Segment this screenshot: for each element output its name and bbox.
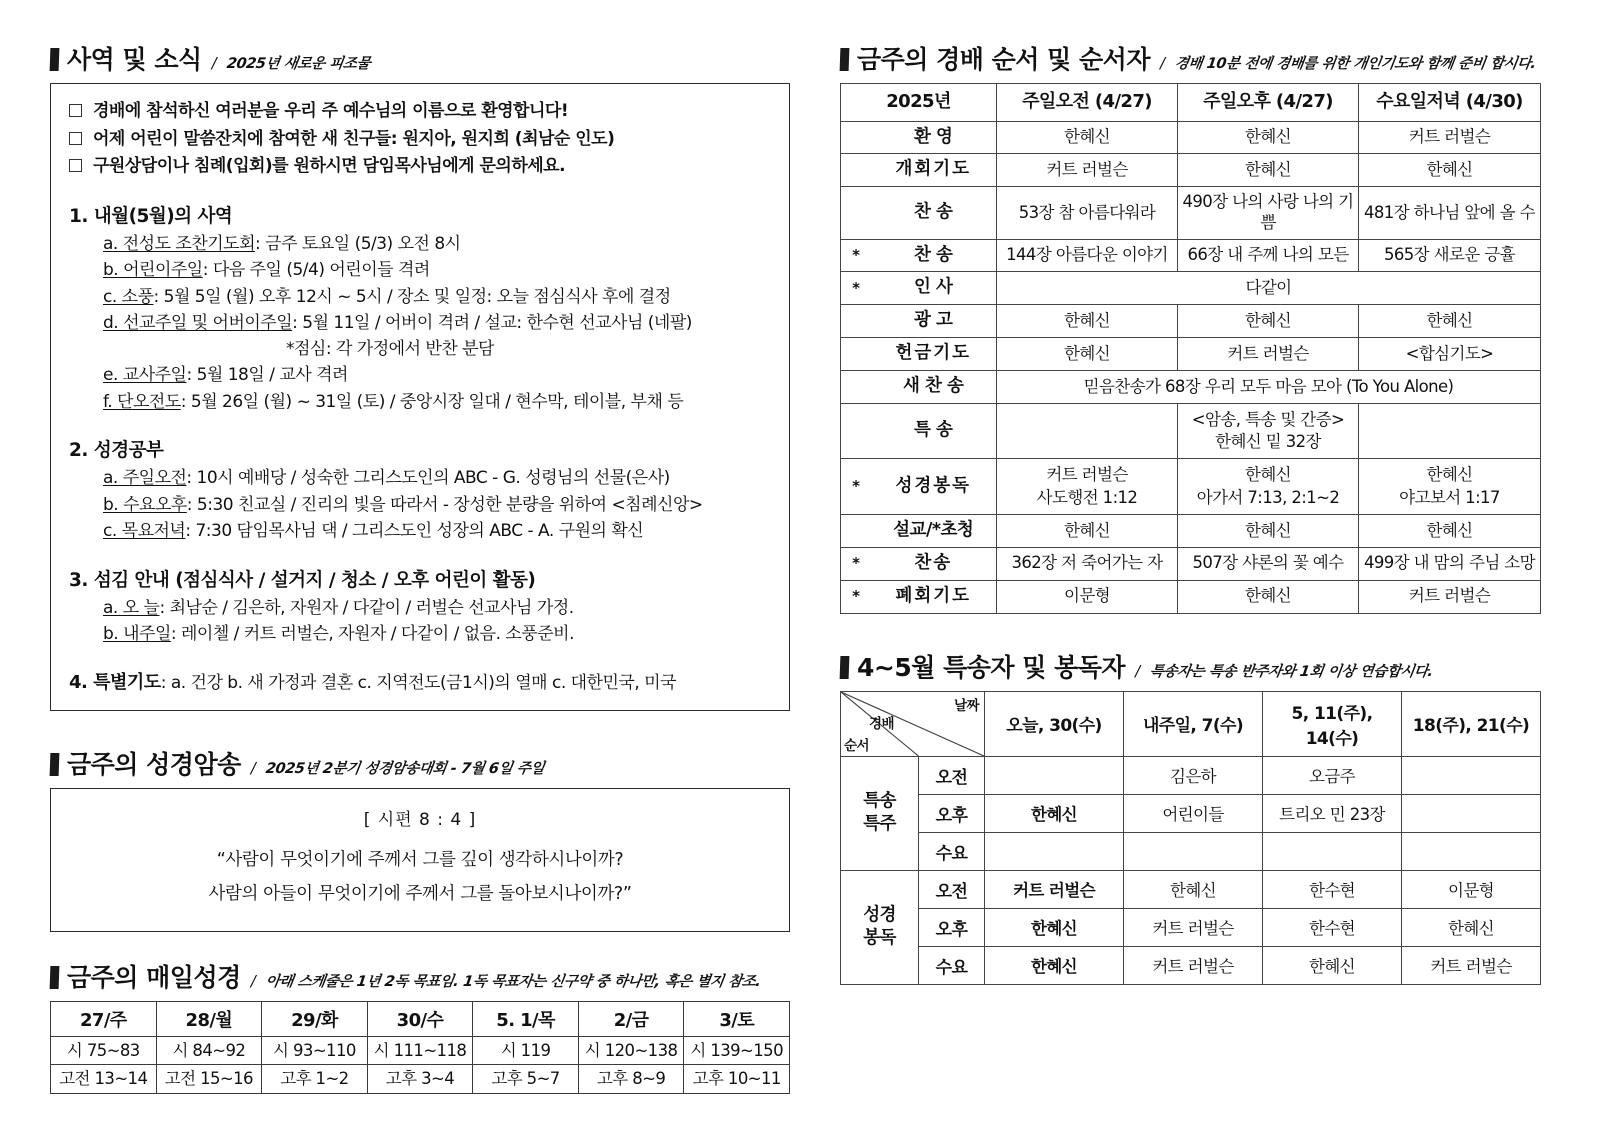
table-cell: 565장 새로운 긍휼 [1359, 239, 1541, 272]
table-header-row [841, 691, 1541, 756]
row-label: 헌금기도 [871, 338, 997, 371]
slash-divider: / [1135, 661, 1141, 680]
table-cell: 490장 나의 사랑 나의 기쁨 [1178, 187, 1359, 239]
checklist-item [69, 153, 771, 181]
table-cell: 한혜신 [1178, 154, 1359, 187]
table-cell: 고후 3~4 [367, 1065, 473, 1093]
table-cell: 고후 5~7 [473, 1065, 579, 1093]
table-cell [1402, 756, 1541, 794]
table-cell: 한혜신 [1359, 305, 1541, 338]
table-row [51, 1065, 790, 1093]
list-item [103, 465, 771, 492]
row-label: 성경봉독 [871, 459, 997, 515]
item-label: a. 오 늘 [103, 597, 160, 618]
item-label: e. 교사주일 [103, 365, 187, 386]
table-cell: 시 75~83 [51, 1037, 157, 1065]
table-cell: 66장 내 주께 나의 모든 [1178, 239, 1359, 272]
left-column [50, 40, 790, 1094]
daily-bible-title: 금주의 매일성경 [67, 963, 241, 993]
worship-order-subtitle: 경배 10분 전에 경배를 위한 개인기도와 함께 준비 합시다. [1173, 56, 1537, 72]
memory-verse-subtitle: 2025년 2분기 성경암송대회 - 7월 6일 주일 [264, 760, 545, 777]
table-cell: 어린이들 [1124, 794, 1263, 832]
item-text: : 5월 5일 (월) 오후 12시 ~ 5시 / 장소 및 일정: 오늘 점심식사 후에 결정 [153, 286, 671, 307]
item-text: : 5:30 친교실 / 진리의 빛을 따라서 - 장성한 분량을 위하여 <침례신앙> [186, 494, 703, 515]
section-4 [69, 668, 771, 694]
table-cell [985, 832, 1124, 870]
service-time-label: 수요 [919, 946, 985, 984]
column-header: 3/토 [684, 1002, 790, 1037]
table-cell: 고전 13~14 [51, 1065, 157, 1093]
table-cell: 한혜신 [1178, 580, 1359, 613]
section-bar-icon [840, 48, 850, 71]
row-label: 인 사 [871, 272, 997, 305]
section-bar-icon [50, 966, 60, 989]
table-row [51, 1037, 790, 1065]
memory-verse-box [50, 788, 790, 932]
asterisk-marker: * [841, 239, 871, 272]
row-label: 찬 송 [871, 187, 997, 239]
table-cell: 한혜신 [985, 908, 1124, 946]
service-time-label: 오전 [919, 756, 985, 794]
asterisk-marker: * [841, 580, 871, 613]
table-cell: 커트 러벌슨 [1124, 908, 1263, 946]
table-row [841, 305, 1541, 338]
table-cell: 커트 러벌슨 [1359, 121, 1541, 154]
column-header: 5, 11(주), 14(수) [1263, 691, 1402, 756]
service-time-label: 오후 [919, 794, 985, 832]
item-text: : 금주 토요일 (5/3) 오전 8시 [255, 233, 461, 254]
table-cell: 커트 러벌슨 [1359, 580, 1541, 613]
table-row [841, 187, 1541, 239]
checkbox-icon[interactable] [69, 159, 82, 172]
group-label: 특송 특주 [841, 756, 919, 870]
table-cell: 한수현 [1263, 870, 1402, 908]
checklist-text: 경배에 참석하신 여러분을 우리 주 예수님의 이름으로 환영합니다! [93, 101, 569, 121]
column-header: 오늘, 30(수) [985, 691, 1124, 756]
table-row [841, 870, 1541, 908]
table-row [841, 272, 1541, 305]
table-cell: 한혜신 [1402, 908, 1541, 946]
special-singers-subtitle: 특송자는 특송 반주자와 1회 이상 연습합시다. [1148, 663, 1435, 680]
item-label: a. 전성도 조찬기도회 [103, 233, 256, 254]
list-item [103, 362, 771, 389]
section-4-text: : a. 건강 b. 새 가정과 결혼 c. 지역전도(금1시)의 열매 c. 대한민국, 미국 [160, 672, 676, 693]
table-cell: 507장 샤론의 꽃 예수 [1178, 547, 1359, 580]
table-cell: 한혜신 [1359, 514, 1541, 547]
table-header-row [841, 84, 1541, 122]
table-cell: 오금주 [1263, 756, 1402, 794]
worship-table-body [841, 121, 1541, 613]
item-text: : 5월 26일 (월) ~ 31일 (토) / 중앙시장 일대 / 현수막, 테이블, 부채 등 [180, 391, 684, 412]
item-text: : 레이첼 / 커트 러벌슨, 자원자 / 다같이 / 없음. 소풍준비. [170, 624, 574, 645]
table-cell: 시 120~138 [578, 1037, 684, 1065]
item-text: : 10시 예배당 / 성숙한 그리스도인의 ABC - G. 성령님의 선물(은사) [186, 468, 670, 489]
table-cell: 트리오 민 23장 [1263, 794, 1402, 832]
item-text: : 5월 18일 / 교사 격려 [186, 365, 348, 386]
item-label: c. 목요저녁 [103, 521, 186, 542]
column-header: 5. 1/목 [473, 1002, 579, 1037]
special-table-body [841, 756, 1541, 984]
table-header-row [51, 1002, 790, 1037]
service-time-label: 오전 [919, 870, 985, 908]
table-row [841, 832, 1541, 870]
table-cell: 한혜신 [997, 121, 1178, 154]
asterisk-marker [841, 305, 871, 338]
checkbox-icon[interactable] [69, 132, 82, 145]
table-cell: 고후 8~9 [578, 1065, 684, 1093]
memory-verse-title: 금주의 성경암송 [67, 749, 241, 779]
list-item [103, 595, 771, 622]
section-bar-icon [50, 48, 60, 71]
table-cell: 한혜신 야고보서 1:17 [1359, 459, 1541, 515]
column-header: 30/수 [367, 1002, 473, 1037]
section-1-note: *점심: 각 가정에서 반찬 분담 [286, 338, 494, 359]
list-item [103, 284, 771, 311]
memory-verse-header [50, 745, 790, 781]
list-item [103, 231, 771, 258]
table-cell: <합심기도> [1359, 338, 1541, 371]
table-cell: 53장 참 아름다워라 [997, 187, 1178, 239]
corner-label-order: 순서 [844, 737, 869, 754]
table-cell-merged: 믿음찬송가 68장 우리 모두 마음 모아 (To You Alone) [997, 371, 1541, 404]
checklist-text: 어제 어린이 말씀잔치에 참여한 새 친구들: 원지아, 원지희 (최남순 인도) [93, 128, 615, 149]
table-cell: 커트 러벌슨 [985, 870, 1124, 908]
special-singers-title: 4~5월 특송자 및 봉독자 [857, 652, 1126, 682]
column-header: 27/주 [51, 1002, 157, 1037]
checklist-text: 구원상담이나 침례(입회)를 원하시면 담임목사님에게 문의하세요. [93, 156, 566, 177]
table-cell: 한혜신 [985, 794, 1124, 832]
verse-line-2: 사람의 아들이 무엇이기에 주께서 그를 돌아보시나이까?” [208, 883, 632, 904]
table-cell: 커트 러벌슨 사도행전 1:12 [997, 459, 1178, 515]
table-cell: 한혜신 [1359, 154, 1541, 187]
list-item [103, 518, 771, 545]
table-row [841, 154, 1541, 187]
table-row [841, 121, 1541, 154]
row-label: 광 고 [871, 305, 997, 338]
row-label: 개회기도 [871, 154, 997, 187]
table-row [841, 514, 1541, 547]
asterisk-marker: * [841, 547, 871, 580]
table-cell: 커트 러벌슨 [997, 154, 1178, 187]
announcements-title: 사역 및 소식 [67, 45, 202, 74]
section-bar-icon [50, 753, 60, 776]
asterisk-marker: * [841, 459, 871, 515]
slash-divider: / [250, 972, 256, 991]
item-label: b. 내주일 [103, 624, 171, 645]
column-header: 28/월 [156, 1002, 262, 1037]
section-3 [69, 566, 771, 648]
announcements-header [50, 40, 790, 76]
asterisk-marker [841, 187, 871, 239]
asterisk-marker [841, 338, 871, 371]
row-label: 폐회기도 [871, 580, 997, 613]
column-header: 2/금 [578, 1002, 684, 1037]
asterisk-marker [841, 121, 871, 154]
special-singers-table [840, 691, 1541, 985]
table-row [841, 756, 1541, 794]
slash-divider: / [250, 758, 256, 777]
asterisk-marker [841, 371, 871, 404]
table-row [841, 459, 1541, 515]
item-text: : 다음 주일 (5/4) 어린이들 격려 [202, 260, 430, 281]
daily-bible-table [50, 1001, 790, 1094]
table-cell: 김은하 [1124, 756, 1263, 794]
item-label: f. 단오전도 [103, 391, 181, 412]
worship-order-header [840, 40, 1540, 76]
table-cell: 한혜신 [997, 305, 1178, 338]
column-header: 주일오후 (4/27) [1178, 84, 1359, 122]
worship-order-title: 금주의 경배 순서 및 순서자 [857, 45, 1150, 74]
table-cell [1124, 832, 1263, 870]
table-cell [1402, 832, 1541, 870]
row-label: 설교/*초청 [871, 514, 997, 547]
table-cell: 한혜신 [1124, 870, 1263, 908]
table-row [841, 338, 1541, 371]
column-header: 내주일, 7(수) [1124, 691, 1263, 756]
announcements-box [50, 83, 790, 711]
table-cell-merged: 다같이 [997, 272, 1541, 305]
verse-line-1: “사람이 무엇이기에 주께서 그를 깊이 생각하시나이까? [216, 849, 624, 870]
checkbox-icon[interactable] [69, 104, 82, 117]
item-label: c. 소풍 [103, 286, 154, 307]
daily-bible-subtitle: 아래 스케줄은 1년 2독 목표임. 1독 목표자는 신구약 중 하나만, 혹은 별지 참조. [264, 974, 762, 991]
list-item [103, 492, 771, 519]
service-time-label: 수요 [919, 832, 985, 870]
special-singers-header [840, 648, 1540, 684]
checklist-item [69, 98, 771, 126]
row-label: 찬 송 [871, 239, 997, 272]
checklist-item [69, 126, 771, 154]
table-cell: <암송, 특송 및 간증> 한혜신 밑 32장 [1178, 403, 1359, 459]
table-cell: 커트 러벌슨 [1178, 338, 1359, 371]
table-cell [1263, 832, 1402, 870]
table-cell: 한혜신 [997, 514, 1178, 547]
section-1-title: 1. 내월(5월)의 사역 [69, 205, 233, 227]
table-cell: 시 139~150 [684, 1037, 790, 1065]
asterisk-marker [841, 403, 871, 459]
corner-header-cell [841, 691, 985, 756]
table-cell: 시 119 [473, 1037, 579, 1065]
section-3-title: 3. 섬김 안내 (점심식사 / 설거지 / 청소 / 오후 어린이 활동) [69, 569, 536, 591]
column-header: 18(주), 21(수) [1402, 691, 1541, 756]
asterisk-marker [841, 514, 871, 547]
table-row [841, 239, 1541, 272]
row-label: 특 송 [871, 403, 997, 459]
column-header: 수요일저녁 (4/30) [1359, 84, 1541, 122]
row-label: 새 찬 송 [871, 371, 997, 404]
table-cell: 한혜신 [1178, 121, 1359, 154]
slash-divider: / [211, 54, 217, 72]
right-column [840, 40, 1540, 985]
column-header: 2025년 [841, 84, 997, 122]
daily-bible-header [50, 958, 790, 994]
table-cell: 한혜신 [1178, 514, 1359, 547]
table-cell: 한혜신 아가서 7:13, 2:1~2 [1178, 459, 1359, 515]
table-cell: 시 93~110 [262, 1037, 368, 1065]
column-header: 주일오전 (4/27) [997, 84, 1178, 122]
table-cell [997, 403, 1178, 459]
table-cell: 144장 아름다운 이야기 [997, 239, 1178, 272]
row-label: 환 영 [871, 121, 997, 154]
table-cell: 고후 1~2 [262, 1065, 368, 1093]
table-cell: 한혜신 [1178, 305, 1359, 338]
corner-label-date: 날짜 [954, 697, 979, 714]
table-row [841, 547, 1541, 580]
column-header: 29/화 [262, 1002, 368, 1037]
table-cell [985, 756, 1124, 794]
group-label: 성경 봉독 [841, 870, 919, 984]
list-item [103, 257, 771, 284]
table-cell: 커트 러벌슨 [1124, 946, 1263, 984]
table-cell: 이문형 [1402, 870, 1541, 908]
table-cell: 362장 저 죽어가는 자 [997, 547, 1178, 580]
corner-label-service: 경배 [869, 715, 894, 732]
table-cell: 한혜신 [997, 338, 1178, 371]
list-item [103, 621, 771, 648]
table-row [841, 946, 1541, 984]
worship-order-table [840, 83, 1541, 614]
table-cell [1402, 794, 1541, 832]
item-text: : 최남순 / 김은하, 자원자 / 다같이 / 러벌슨 선교사님 가정. [159, 597, 574, 618]
table-cell: 481장 하나님 앞에 올 수 [1359, 187, 1541, 239]
service-time-label: 오후 [919, 908, 985, 946]
table-cell: 고후 10~11 [684, 1065, 790, 1093]
table-cell: 시 84~92 [156, 1037, 262, 1065]
table-cell: 시 111~118 [367, 1037, 473, 1065]
table-cell: 한혜신 [1263, 946, 1402, 984]
table-row [841, 794, 1541, 832]
table-row [841, 403, 1541, 459]
item-text: : 7:30 담임목사님 댁 / 그리스도인 성장의 ABC - A. 구원의 확신 [185, 521, 644, 542]
announcements-subtitle: 2025년 새로운 피조물 [225, 56, 371, 72]
list-item [103, 389, 771, 416]
section-2-title: 2. 성경공부 [69, 440, 164, 462]
table-row [841, 580, 1541, 613]
section-bar-icon [840, 656, 850, 679]
table-cell: 이문형 [997, 580, 1178, 613]
section-2 [69, 436, 771, 545]
list-item [103, 310, 771, 337]
item-label: d. 선교주일 및 어버이주일 [103, 313, 293, 334]
table-cell: 고전 15~16 [156, 1065, 262, 1093]
row-label: 찬송 [871, 547, 997, 580]
table-cell: 한수현 [1263, 908, 1402, 946]
section-4-title: 4. 특별기도 [69, 671, 161, 693]
table-cell: 한혜신 [985, 946, 1124, 984]
table-row [841, 908, 1541, 946]
verse-reference: [ 시편 8 : 4 ] [363, 809, 477, 830]
item-text: : 5월 11일 / 어버이 격려 / 설교: 한수현 선교사님 (네팔) [292, 313, 692, 334]
item-label: b. 수요오후 [103, 494, 187, 515]
table-row [841, 371, 1541, 404]
table-cell: 커트 러벌슨 [1402, 946, 1541, 984]
table-cell: 499장 내 맘의 주님 소망 [1359, 547, 1541, 580]
section-1 [69, 202, 771, 416]
slash-divider: / [1159, 54, 1166, 72]
item-label: b. 어린이주일 [103, 260, 203, 281]
asterisk-marker [841, 154, 871, 187]
asterisk-marker: * [841, 272, 871, 305]
item-label: a. 주일오전 [103, 468, 187, 489]
table-cell [1359, 403, 1541, 459]
